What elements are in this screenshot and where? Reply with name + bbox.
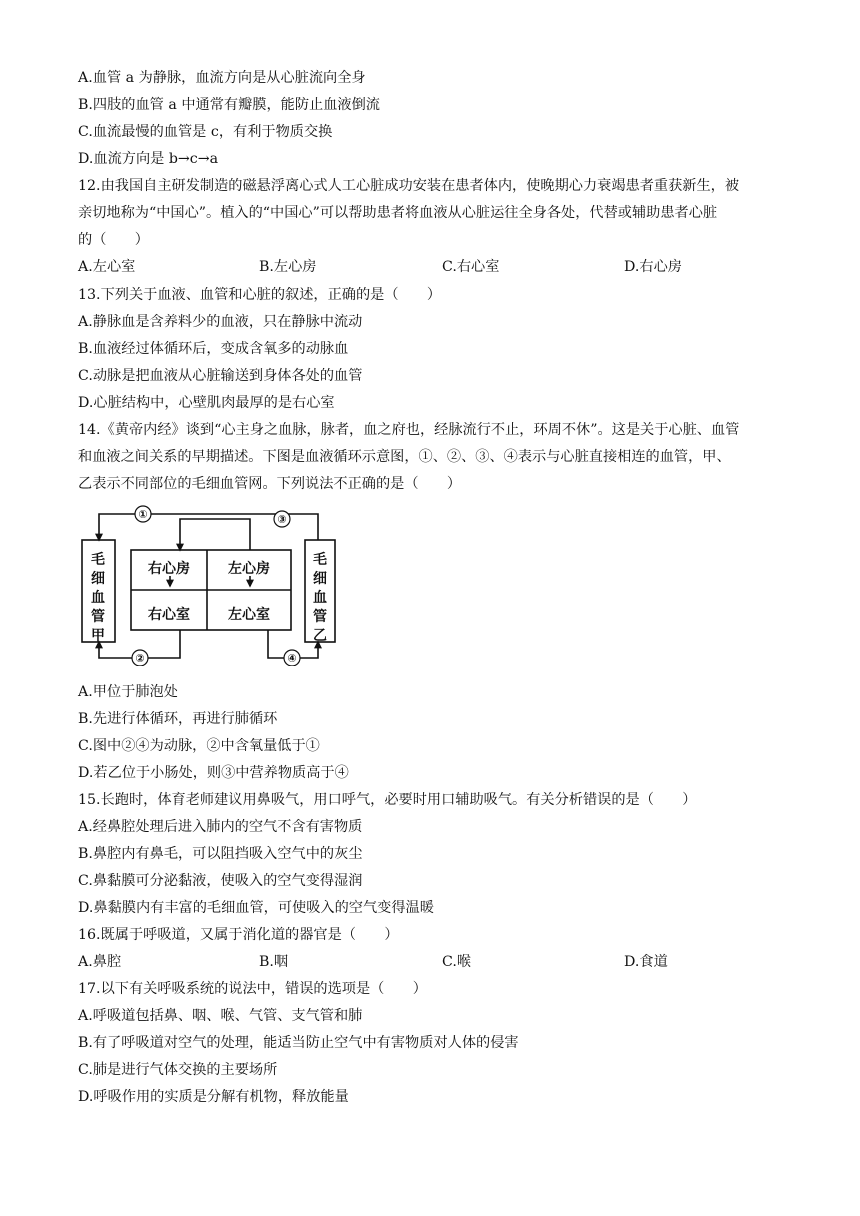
- q12-options: [78, 257, 788, 277]
- capillary-yi-char-2: 细: [313, 571, 327, 587]
- q14-option-c: C.图中②④为动脉，②中含氧量低于①: [78, 738, 320, 754]
- q12-stem-line-3: 的（ ）: [78, 232, 149, 248]
- blood-circulation-diagram: [80, 500, 342, 666]
- vessel-2-label: ②: [135, 652, 145, 665]
- q16-stem: 16.既属于呼吸道，又属于消化道的器官是（ ）: [78, 927, 399, 943]
- vessel-4-label: ④: [287, 652, 297, 665]
- q14-option-a: A.甲位于肺泡处: [78, 684, 178, 700]
- q16-option-b: B.咽: [259, 954, 289, 970]
- q15-stem: 15.长跑时，体育老师建议用鼻吸气，用口呼气，必要时用口辅助吸气。有关分析错误的是（ ）: [78, 792, 697, 808]
- q14-option-d: D.若乙位于小肠处，则③中营养物质高于④: [78, 765, 349, 781]
- q14-stem-line-3: 乙表示不同部位的毛细血管网。下列说法不正确的是（ ）: [78, 476, 462, 492]
- q12-option-a: A.左心室: [78, 259, 136, 275]
- q13-option-c: C.动脉是把血液从心脏输送到身体各处的血管: [78, 368, 363, 384]
- capillary-yi-char-3: 血: [313, 590, 327, 606]
- capillary-yi-char-5: 乙: [313, 628, 327, 644]
- q11-option-b: B.四肢的血管 a 中通常有瓣膜，能防止血液倒流: [78, 97, 380, 113]
- q11-option-d: D.血流方向是 b→c→a: [78, 151, 219, 167]
- left-atrium-label: 左心房: [228, 561, 270, 577]
- q13-option-a: A.静脉血是含养料少的血液，只在静脉中流动: [78, 314, 363, 330]
- vessel-3-label: ③: [277, 513, 287, 526]
- q12-option-b: B.左心房: [259, 259, 317, 275]
- q17-option-c: C.肺是进行气体交换的主要场所: [78, 1062, 278, 1078]
- q12-stem-line-1: 12.由我国自主研发制造的磁悬浮离心式人工心脏成功安装在患者体内，使晚期心力衰竭患者重获新生，被: [78, 178, 740, 194]
- q14-option-b: B.先进行体循环，再进行肺循环: [78, 711, 278, 727]
- q13-option-b: B.血液经过体循环后，变成含氧多的动脉血: [78, 341, 349, 357]
- left-ventricle-label: 左心室: [228, 607, 270, 623]
- q12-option-d: D.右心房: [624, 259, 682, 275]
- q11-option-a: A.血管 a 为静脉，血流方向是从心脏流向全身: [78, 70, 366, 86]
- q17-stem: 17.以下有关呼吸系统的说法中，错误的选项是（ ）: [78, 981, 427, 997]
- q11-option-c: C.血流最慢的血管是 c，有利于物质交换: [78, 124, 333, 140]
- q12-stem-line-2: 亲切地称为“中国心”。植入的“中国心”可以帮助患者将血液从心脏运往全身各处，代替或辅助患者心脏: [78, 205, 718, 221]
- right-atrium-label: 右心房: [148, 561, 190, 577]
- q12-option-c: C.右心室: [442, 259, 500, 275]
- right-ventricle-label: 右心室: [148, 607, 190, 623]
- q16-option-a: A.鼻腔: [78, 954, 122, 970]
- capillary-jia-char-2: 细: [91, 571, 105, 587]
- q14-stem-line-1: 14.《黄帝内经》谈到“心主身之血脉，脉者，血之府也，经脉流行不止，环周不休”。这是关于心脏、血管: [78, 422, 740, 438]
- q15-option-b: B.鼻腔内有鼻毛，可以阻挡吸入空气中的灰尘: [78, 846, 363, 862]
- q15-option-d: D.鼻黏膜内有丰富的毛细血管，可使吸入的空气变得温暖: [78, 900, 434, 916]
- q17-option-b: B.有了呼吸道对空气的处理，能适当防止空气中有害物质对人体的侵害: [78, 1035, 519, 1051]
- capillary-jia-char-3: 血: [91, 590, 105, 606]
- q16-option-d: D.食道: [624, 954, 668, 970]
- q16-options: [78, 952, 788, 972]
- q14-stem-line-2: 和血液之间关系的早期描述。下图是血液循环示意图，①、②、③、④表示与心脏直接相连的血管，甲、: [78, 449, 731, 465]
- vessel-3-path: [180, 519, 250, 550]
- q16-option-c: C.喉: [442, 954, 472, 970]
- q15-option-a: A.经鼻腔处理后进入肺内的空气不含有害物质: [78, 819, 363, 835]
- capillary-yi-char-1: 毛: [313, 552, 327, 568]
- q13-option-d: D.心脏结构中，心壁肌肉最厚的是右心室: [78, 395, 335, 411]
- capillary-jia-char-5: 甲: [91, 628, 105, 644]
- q17-option-a: A.呼吸道包括鼻、咽、喉、气管、支气管和肺: [78, 1008, 363, 1024]
- capillary-jia-char-1: 毛: [91, 552, 105, 568]
- q13-stem: 13.下列关于血液、血管和心脏的叙述，正确的是（ ）: [78, 287, 442, 303]
- q15-option-c: C.鼻黏膜可分泌黏液，使吸入的空气变得湿润: [78, 873, 363, 889]
- capillary-jia-char-4: 管: [91, 609, 105, 625]
- capillary-yi-char-4: 管: [313, 609, 327, 625]
- q17-option-d: D.呼吸作用的实质是分解有机物，释放能量: [78, 1089, 349, 1105]
- vessel-1-label: ①: [138, 508, 148, 521]
